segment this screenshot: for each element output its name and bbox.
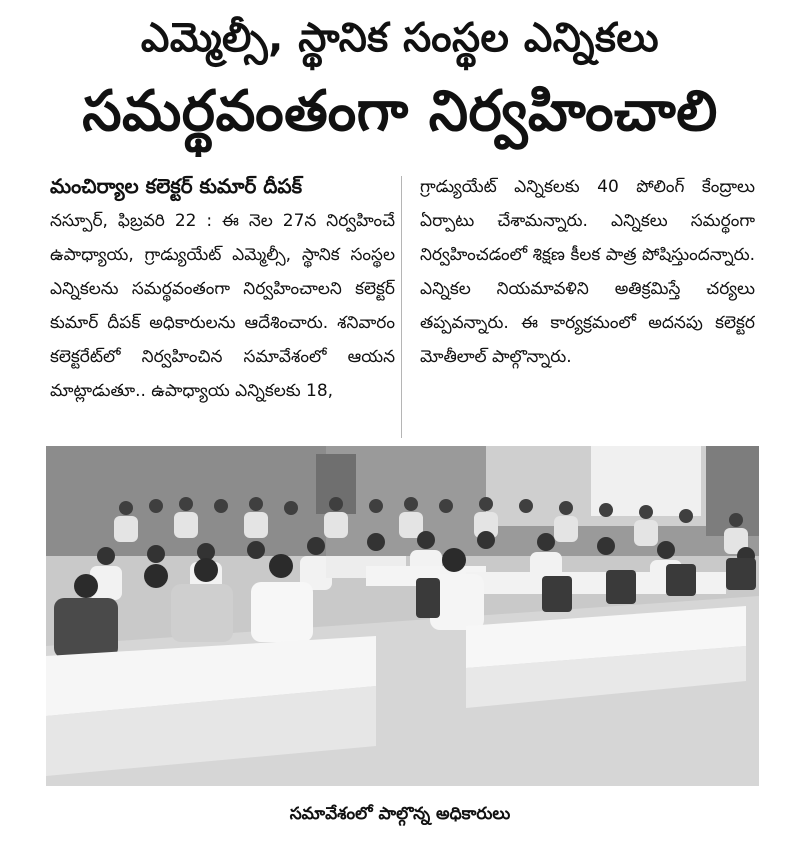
column-divider xyxy=(401,176,402,438)
article-body-part-2: గ్రాడ్యుయేట్ ఎన్నికలకు 40 పోలింగ్ కేంద్రాలు ఏర్పాటు చేశామన్నారు. ఎన్నికలు సమర్థంగా నిర్వహించడంలో శిక్షణ కీలక పాత్ర పోషిస్తుందన్నారు. ఎన్నికల నియమావళిని అతిక్రమిస్తే చర్యలు తప్పవన్నారు. ఈ కార్యక్రమంలో అదనపు కలెక్టర మోతీలాల్ పాల్గొన్నారు. xyxy=(420,177,755,367)
photo-caption: సమావేశంలో పాల్గొన్న అధికారులు xyxy=(289,804,511,824)
article-body-part-1: నస్పూర్, ఫిబ్రవరి 22 : ఈ నెల 27న నిర్వహించే ఉపాధ్యాయ, గ్రాడ్యుయేట్ ఎమ్మెల్సీ, స్థానిక సంస్థల ఎన్నికలను సమర్థవంతంగా నిర్వహించాలని కలెక్టర్ కుమార్ దీపక్ అధికారులను ఆదేశించారు. శనివారం కలెక్టరేట్‌లో నిర్వహించిన సమావేశంలో ఆయన మాట్లాడుతూ.. ఉపాధ్యాయ ఎన్నికలకు 18, xyxy=(50,211,395,401)
meeting-photo xyxy=(46,446,759,786)
article-column-1 xyxy=(50,168,395,408)
meeting-hall-illustration xyxy=(46,446,759,786)
byline: మంచిర్యాల కలెక్టర్ కుమార్ దీపక్ xyxy=(50,174,303,198)
article-column-2 xyxy=(420,170,755,374)
headline-line-2: సమర్థవంతంగా నిర్వహించాలి xyxy=(82,79,718,144)
headline-line-1: ఎమ్మెల్సీ, స్థానిక సంస్థల ఎన్నికలు xyxy=(140,15,660,61)
